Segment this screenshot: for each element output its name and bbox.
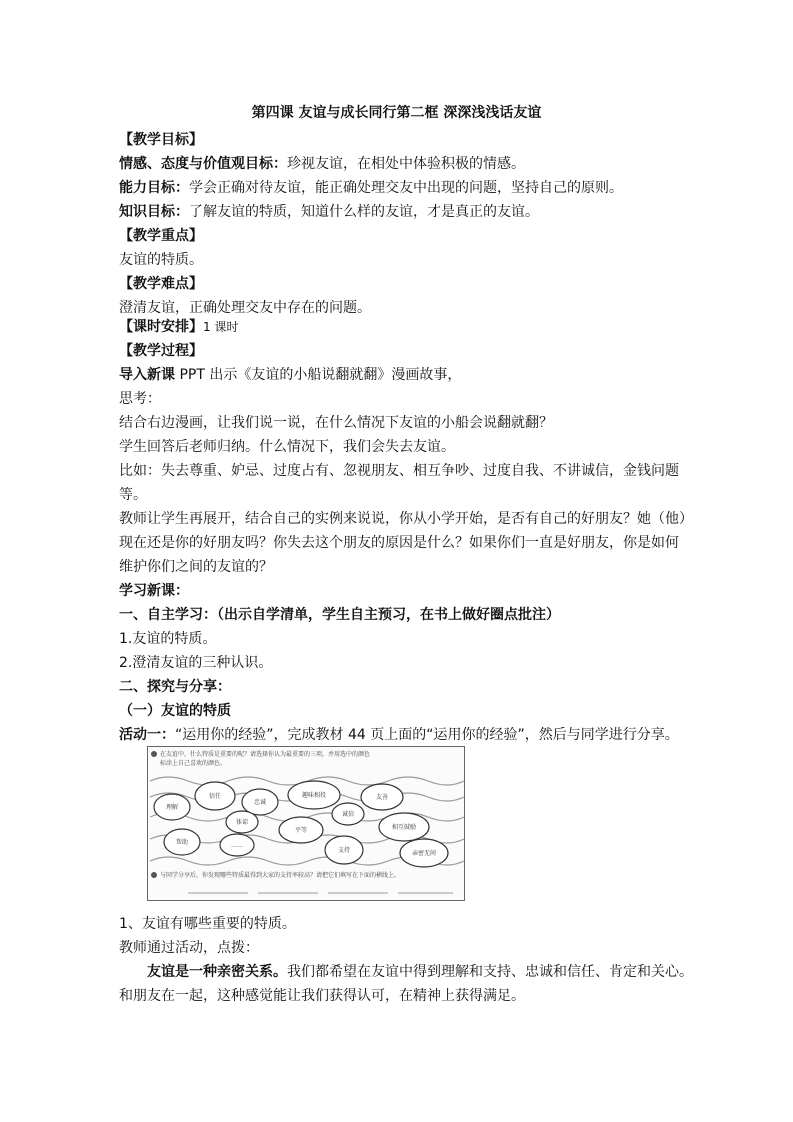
list-item-2: 2.澄清友谊的三种认识。 <box>119 655 273 671</box>
schedule-text: 1 课时 <box>203 320 239 334</box>
example-line-1: 比如：失去尊重、妒忌、过度占有、忽视朋友、相互争吵、过度自我、不讲诚信，金钱问题 <box>119 463 679 479</box>
example-line-2: 等。 <box>119 487 147 503</box>
activity-label: 活动一： <box>119 727 175 743</box>
bubble-label: 趣味相投 <box>301 792 327 799</box>
traits-question: 1、友谊有哪些重要的特质。 <box>119 916 296 932</box>
new-lesson-header: 学习新课： <box>119 583 189 599</box>
section-2-header: 二、探究与分享： <box>119 679 231 695</box>
textbook-activity-figure <box>147 746 465 901</box>
friendship-paragraph-line-1 <box>147 962 693 982</box>
intro-text: PPT 出示《友谊的小船说翻就翻》漫画故事， <box>175 367 462 383</box>
friendship-definition: 友谊是一种亲密关系。 <box>147 964 287 980</box>
activity-line <box>119 725 679 745</box>
bubble-label: 平等 <box>294 827 308 834</box>
list-item-1: 1.友谊的特质。 <box>119 631 217 647</box>
difficulty-header: 【教学难点】 <box>119 276 203 292</box>
bubble-label: 友善 <box>375 794 389 801</box>
schedule-line <box>119 317 238 337</box>
bubble-label: 体谅 <box>235 819 249 826</box>
goal-knowledge-label: 知识目标： <box>119 204 189 220</box>
friendship-paragraph-rest: 我们都希望在友谊中得到理解和支持、忠诚和信任、肯定和关心。 <box>287 964 693 980</box>
schedule-header: 【课时安排】 <box>119 319 203 335</box>
goal-ability-label: 能力目标： <box>119 180 189 196</box>
goal-knowledge <box>119 202 539 222</box>
figure-question: 与同学分享后，你发现哪些特质最得到大家的支持率较高？请把它们填写在下面的横线上。 <box>160 872 401 879</box>
goal-emotion-text: 珍视友谊，在相处中体验积极的情感。 <box>287 156 525 172</box>
bubble-label: 理解 <box>165 804 179 811</box>
goal-ability-text: 学会正确对待友谊，能正确处理交友中出现的问题，坚持自己的原则。 <box>189 180 623 196</box>
bubble-label: 帮助 <box>175 839 189 846</box>
bubble-label: 亲密无间 <box>411 850 437 857</box>
goal-emotion <box>119 154 525 174</box>
question-1: 结合右边漫画，让我们说一说，在什么情况下友谊的小船会说翻就翻？ <box>119 415 553 431</box>
activity-text: “运用你的经验”，完成教材 44 页上面的“运用你的经验”，然后与同学进行分享。 <box>175 727 679 743</box>
goal-emotion-label: 情感、态度与价值观目标： <box>119 156 287 172</box>
figure-instruction-1: 在友谊中，什么特质是重要的呢？请选择你认为最重要的三项，并用选中的颜色 <box>160 751 371 758</box>
subsection-1-header: （一）友谊的特质 <box>119 703 231 719</box>
goal-ability <box>119 178 623 198</box>
bubble-label: 诚信 <box>341 811 355 818</box>
bubble-label: 支持 <box>337 847 351 854</box>
teacher-line-2: 现在还是你的好朋友吗？你失去这个朋友的原因是什么？如果你们一直是好朋友，你是如何 <box>119 535 679 551</box>
section-1-header: 一、自主学习：（出示自学清单，学生自主预习，在书上做好圈点批注） <box>119 607 560 623</box>
teacher-guide: 教师通过活动，点拨： <box>119 940 259 956</box>
goal-knowledge-text: 了解友谊的特质，知道什么样的友谊，才是真正的友谊。 <box>189 204 539 220</box>
process-header: 【教学过程】 <box>119 343 203 359</box>
intro-label: 导入新课 <box>119 367 175 383</box>
lesson-title: 第四课 友谊与成长同行第二框 深深浅浅话友谊 <box>251 105 542 121</box>
intro-line <box>119 365 461 385</box>
question-2: 学生回答后老师归纳。什么情况下，我们会失去友谊。 <box>119 439 455 455</box>
activity-figure-drawing <box>148 747 464 900</box>
friendship-paragraph-line-2: 和朋友在一起，这种感觉能让我们获得认可，在精神上获得满足。 <box>119 988 525 1004</box>
key-text: 友谊的特质。 <box>119 252 203 268</box>
bubble-label: 相互鼓励 <box>391 824 417 831</box>
bubble-label: 忠诚 <box>253 799 267 806</box>
bubble-label: 信任 <box>208 793 222 800</box>
bullet-dot-icon <box>151 872 157 878</box>
figure-instruction-2: 标涂上自己喜欢的颜色。 <box>160 760 227 767</box>
think-label: 思考： <box>119 391 161 407</box>
bullet-dot-icon <box>151 751 157 757</box>
bubble-label: …… <box>231 842 243 849</box>
difficulty-text: 澄清友谊，正确处理交友中存在的问题。 <box>119 300 371 316</box>
teacher-line-1: 教师让学生再展开，结合自己的实例来说说，你从小学开始，是否有自己的好朋友？她（他） <box>119 511 693 527</box>
teacher-line-3: 维护你们之间的友谊的？ <box>119 559 273 575</box>
key-header: 【教学重点】 <box>119 228 203 244</box>
goals-header: 【教学目标】 <box>119 132 203 148</box>
